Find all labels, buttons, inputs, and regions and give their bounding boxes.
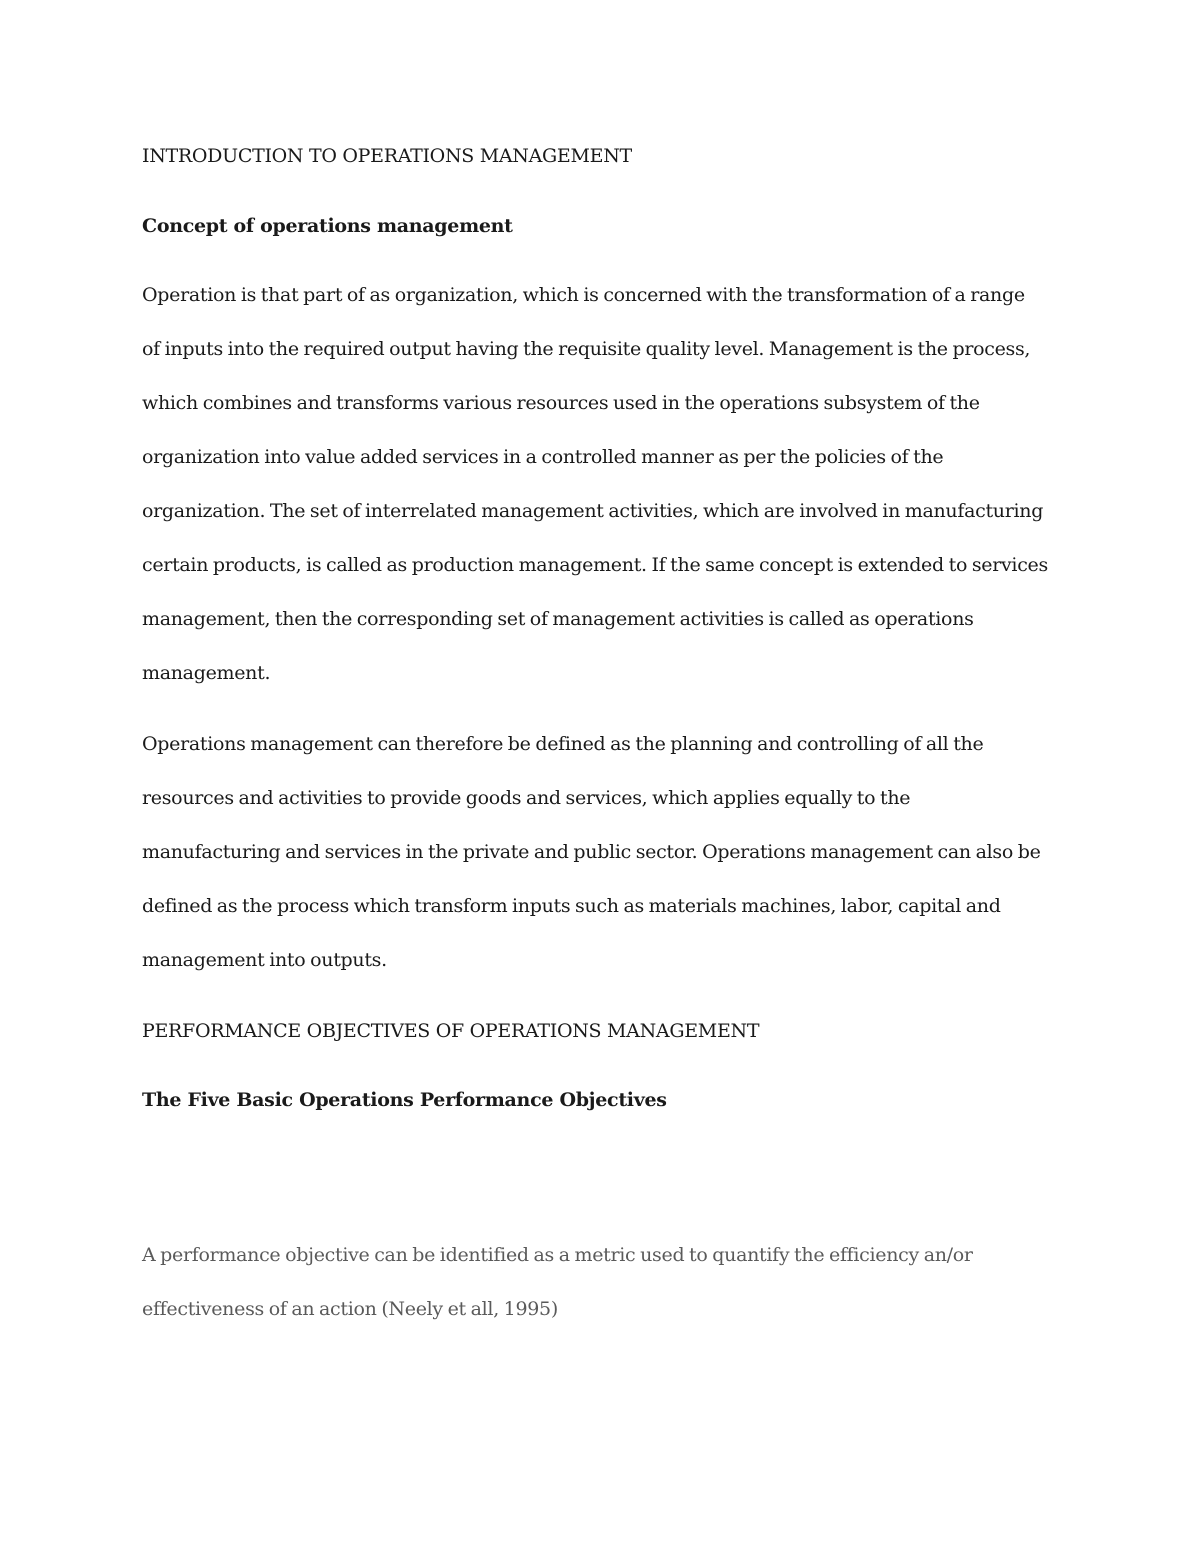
paragraph-line: A performance objective can be identified as a metric used to quantify the efficiency an/or	[142, 1244, 973, 1266]
paragraph-line: of inputs into the required output having the requisite quality level. Management is the process,	[142, 338, 1031, 360]
paragraph-line: Operation is that part of as organization, which is concerned with the transformation of a range	[142, 284, 1025, 306]
paragraph-line: manufacturing and services in the private and public sector. Operations management can also be	[142, 841, 1041, 863]
paragraph-line: organization into value added services in a controlled manner as per the policies of the	[142, 446, 944, 468]
paragraph-line: Operations management can therefore be defined as the planning and controlling of all the	[142, 733, 984, 755]
paragraph-line: organization. The set of interrelated management activities, which are involved in manufacturing	[142, 500, 1044, 522]
paragraph-line: defined as the process which transform inputs such as materials machines, labor, capital and	[142, 895, 1001, 917]
paragraph-line: management, then the corresponding set of management activities is called as operations	[142, 608, 974, 630]
section-title-performance: PERFORMANCE OBJECTIVES OF OPERATIONS MANAGEMENT	[142, 1020, 760, 1042]
paragraph-line: resources and activities to provide goods and services, which applies equally to the	[142, 787, 911, 809]
paragraph-operations-definition	[142, 268, 1082, 700]
paragraph-line: effectiveness of an action (Neely et all, 1995)	[142, 1298, 558, 1320]
document-title: INTRODUCTION TO OPERATIONS MANAGEMENT	[142, 145, 632, 167]
paragraph-line: which combines and transforms various resources used in the operations subsystem of the	[142, 392, 980, 414]
section-heading-concept: Concept of operations management	[142, 215, 513, 237]
paragraph-line: management into outputs.	[142, 949, 387, 971]
section-heading-five-objectives: The Five Basic Operations Performance Objectives	[142, 1089, 667, 1111]
paragraph-line: management.	[142, 662, 271, 684]
paragraph-performance-objective	[142, 1228, 1082, 1336]
paragraph-operations-management	[142, 717, 1082, 987]
paragraph-line: certain products, is called as production management. If the same concept is extended to services	[142, 554, 1048, 576]
